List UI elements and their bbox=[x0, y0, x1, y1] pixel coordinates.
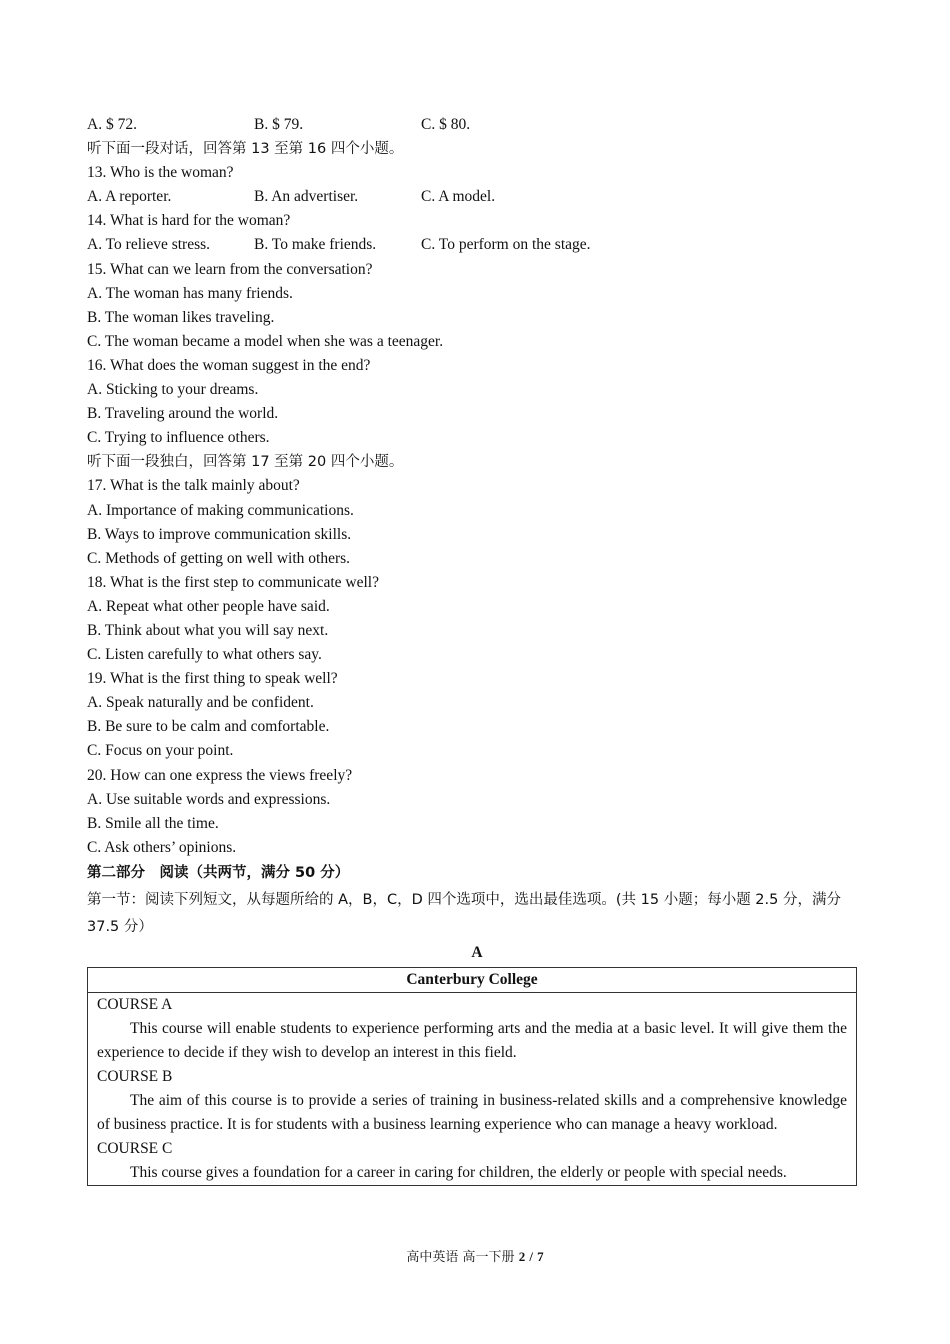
course-name: COURSE C bbox=[97, 1140, 173, 1157]
option: A. Speak naturally and be confident. bbox=[87, 694, 314, 712]
footer-label: 高中英语 高一下册 bbox=[406, 1250, 515, 1265]
question: 14. What is hard for the woman? bbox=[87, 212, 291, 230]
option: C. Ask others’ opinions. bbox=[87, 838, 237, 856]
option: A. A reporter. bbox=[87, 188, 172, 206]
option: C. To perform on the stage. bbox=[421, 236, 591, 254]
exam-page bbox=[87, 113, 867, 1186]
q14-options bbox=[87, 233, 867, 257]
question: 16. What does the woman suggest in the end? bbox=[87, 356, 371, 374]
option: A. Sticking to your dreams. bbox=[87, 381, 259, 399]
option: A. Importance of making communications. bbox=[87, 501, 354, 519]
option: B. Smile all the time. bbox=[87, 814, 219, 832]
passage-label: A bbox=[471, 943, 483, 961]
course-description: The aim of this course is to provide a series of training in business-related skills and a comprehensive knowledge of business practice. It is for students with a business learning experience who can manage a heavy workload. bbox=[97, 1092, 847, 1133]
option: C. Trying to influence others. bbox=[87, 429, 270, 447]
option: B. Traveling around the world. bbox=[87, 405, 279, 423]
option: A. Use suitable words and expressions. bbox=[87, 790, 331, 808]
question: 20. How can one express the views freely? bbox=[87, 766, 353, 784]
section-intro: 听下面一段对话，回答第 13 至第 16 四个小题。 bbox=[87, 141, 404, 158]
option: C. Listen carefully to what others say. bbox=[87, 646, 322, 664]
option: A. To relieve stress. bbox=[87, 236, 211, 254]
option: B. Think about what you will say next. bbox=[87, 621, 329, 639]
page-total: 7 bbox=[537, 1249, 544, 1264]
page-separator: / bbox=[529, 1249, 533, 1264]
question: 17. What is the talk mainly about? bbox=[87, 477, 300, 495]
option: B. Ways to improve communication skills. bbox=[87, 525, 352, 543]
option: C. $ 80. bbox=[421, 116, 471, 133]
course-description: This course gives a foundation for a career in caring for children, the elderly or people with special needs. bbox=[130, 1164, 787, 1181]
page-footer bbox=[0, 1246, 950, 1265]
option: B. Be sure to be calm and comfortable. bbox=[87, 718, 330, 736]
course-name: COURSE B bbox=[97, 1068, 173, 1085]
option: C. A model. bbox=[421, 188, 496, 206]
q13-options bbox=[87, 185, 867, 209]
option: A. The woman has many friends. bbox=[87, 284, 293, 302]
page-number: 2 bbox=[518, 1249, 526, 1264]
course-table bbox=[87, 967, 857, 1186]
question: 18. What is the first step to communicate well? bbox=[87, 573, 379, 591]
part2-section-instructions: 第一节：阅读下列短文，从每题所给的 A，B，C，D 四个选项中，选出最佳选项。(共 15 小题；每小题 2.5 分，满分 37.5 分） bbox=[87, 891, 841, 935]
question: 15. What can we learn from the conversation? bbox=[87, 260, 373, 278]
option: A. Repeat what other people have said. bbox=[87, 597, 330, 615]
option: C. The woman became a model when she was a teenager. bbox=[87, 332, 444, 350]
part2-title: 第二部分 阅读（共两节，满分 50 分） bbox=[87, 864, 350, 881]
option: B. An advertiser. bbox=[254, 188, 359, 206]
option: A. $ 72. bbox=[87, 116, 137, 133]
question: 13. Who is the woman? bbox=[87, 164, 234, 182]
table-title: Canterbury College bbox=[88, 968, 857, 993]
option: B. $ 79. bbox=[254, 116, 304, 133]
section-intro: 听下面一段独白，回答第 17 至第 20 四个小题。 bbox=[87, 454, 404, 471]
q12-options bbox=[87, 113, 867, 137]
option: C. Methods of getting on well with others. bbox=[87, 549, 351, 567]
question: 19. What is the first thing to speak well? bbox=[87, 670, 338, 688]
course-cell bbox=[88, 993, 857, 1186]
course-name: COURSE A bbox=[97, 996, 173, 1013]
option: B. To make friends. bbox=[254, 236, 377, 254]
option: C. Focus on your point. bbox=[87, 742, 234, 760]
course-description: This course will enable students to experience performing arts and the media at a basic level. It will give them the experience to decide if they wish to develop an interest in this field. bbox=[97, 1020, 847, 1061]
option: B. The woman likes traveling. bbox=[87, 308, 275, 326]
